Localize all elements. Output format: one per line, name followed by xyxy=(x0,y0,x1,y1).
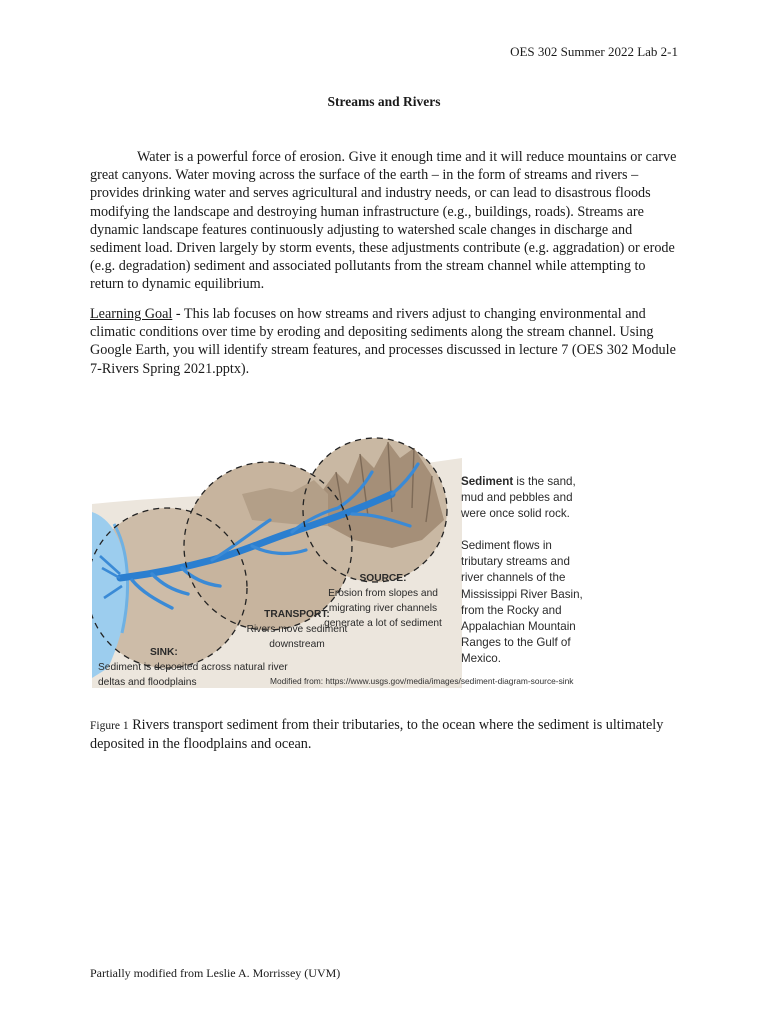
sediment-flow-text: Sediment flows in tributary streams and river channels of the Mississippi River Basin, from the Rocky and Appalachian Mountain Ranges to the Gulf of Mexico. xyxy=(461,539,583,666)
learning-goal-text: - This lab focuses on how streams and rivers adjust to changing environmental and climatic conditions over time by eroding and depositing sediments along the stream channel. Using Google Earth, you will identify stream features, and processes discussed in lecture 7 (OES 302 Module 7-Rivers Spring 2021.pptx). xyxy=(90,306,676,377)
sink-description: Sediment is deposited across natural river deltas and floodplains xyxy=(98,662,288,688)
transport-heading: TRANSPORT: xyxy=(264,609,330,620)
sediment-definition xyxy=(461,474,591,523)
page-title: Streams and Rivers xyxy=(327,94,441,109)
source-description: Erosion from slopes and migrating river channels generate a lot of sediment xyxy=(324,588,442,629)
sediment-definition-text: is the sand, mud and pebbles and were once solid rock. xyxy=(461,475,576,521)
learning-goal-paragraph xyxy=(90,305,680,378)
page-footer: Partially modified from Leslie A. Morrissey (UVM) xyxy=(90,966,341,980)
figure-caption-text: Rivers transport sediment from their tributaries, to the ocean where the sediment is ultimately deposited in the floodplains and ocean. xyxy=(90,717,664,753)
figure-credit: Modified from: https://www.usgs.gov/media/images/sediment-diagram-source-sink xyxy=(270,676,574,686)
sediment-term: Sediment xyxy=(461,475,514,488)
sediment-diagram xyxy=(92,428,588,696)
transport-description: Rivers move sediment downstream xyxy=(246,624,348,650)
intro-text: Water is a powerful force of erosion. Give it enough time and it will reduce mountains or carve great canyons. Water moving across the surface of the earth – in the form of streams and rivers – provides drinking water and serves agricultural and industry needs, or can lead to disastrous floods modifying the landscape and destroying human infrastructure (e.g., buildings, roads). Streams are dynamic landscape features continuously adjusting to watershed scale changes in discharge and sediment load. Driven largely by storm events, these adjustments contribute (e.g. aggradation) or erode (e.g. degradation) sediment and associated pollutants from the stream channel while attempting to return to dynamic equilibrium. xyxy=(90,149,677,293)
intro-paragraph xyxy=(90,148,680,294)
sink-heading: SINK: xyxy=(150,647,178,658)
source-heading: SOURCE: xyxy=(359,573,407,584)
figure-caption xyxy=(90,716,680,753)
sink-label xyxy=(98,645,298,690)
page-header: OES 302 Summer 2022 Lab 2-1 xyxy=(510,44,678,59)
learning-goal-label: Learning Goal xyxy=(90,306,173,322)
figure-caption-label: Figure 1 xyxy=(90,720,129,732)
